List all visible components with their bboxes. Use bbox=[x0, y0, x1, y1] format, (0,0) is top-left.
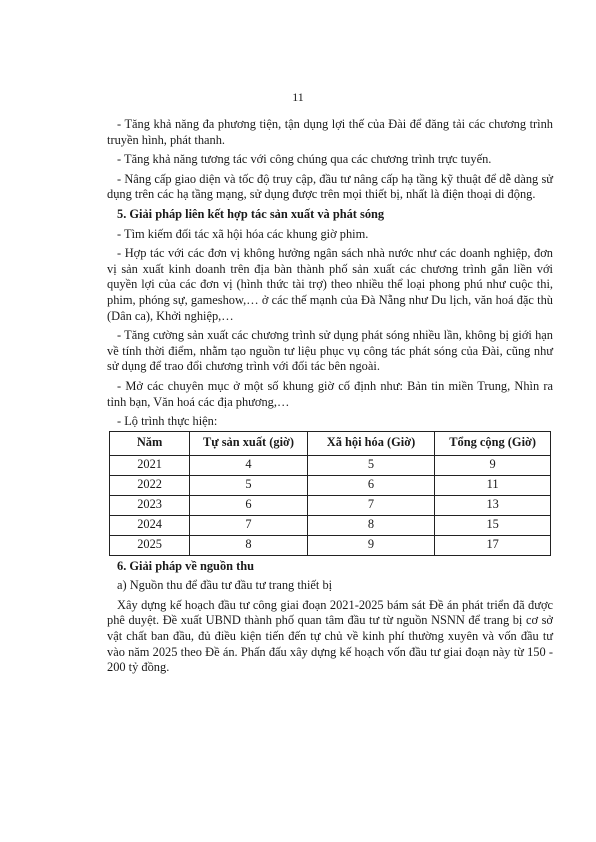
table-row bbox=[110, 455, 551, 475]
section-heading: 6. Giải pháp về nguồn thu bbox=[117, 558, 255, 573]
section-heading: 5. Giải pháp liên kết hợp tác sản xuất và phát sóng bbox=[117, 206, 385, 221]
paragraph: - Tăng khả năng tương tác với công chúng qua các chương trình trực tuyến. bbox=[117, 152, 492, 167]
table-cell: 2023 bbox=[110, 495, 190, 515]
paragraph: - Hợp tác với các đơn vị không hưởng ngân sách nhà nước như các doanh nghiệp, đơn vị sản xuất kinh doanh trên địa bàn thành phố sản xuất các chương trình gắn liền với quyền lợi của các đơn vị (hình thức tài trợ) theo nhiều thể loại phong phú như cuộc thi, phim, phóng sự, gameshow,… ở các thế mạnh của Đà Nẵng như Du lịch, văn hoá đặc thù (Dân ca), Khởi nghiệp,… bbox=[107, 246, 553, 323]
table-cell: 7 bbox=[307, 495, 435, 515]
paragraph: - Tăng khả năng đa phương tiện, tận dụng lợi thế của Đài để đăng tải các chương trình truyền hình, phát thanh. bbox=[107, 117, 553, 147]
table-header-row bbox=[110, 431, 551, 455]
table-header: Năm bbox=[110, 431, 190, 455]
paragraph: - Tìm kiếm đối tác xã hội hóa các khung giờ phim. bbox=[117, 226, 369, 241]
table-cell: 4 bbox=[190, 455, 308, 475]
table-cell: 5 bbox=[190, 475, 308, 495]
table-cell: 9 bbox=[435, 455, 551, 475]
table-header: Xã hội hóa (Giờ) bbox=[307, 431, 435, 455]
table-cell: 6 bbox=[307, 475, 435, 495]
table-cell: 11 bbox=[435, 475, 551, 495]
table-header: Tổng cộng (Giờ) bbox=[435, 431, 551, 455]
document-body bbox=[107, 117, 553, 680]
table-cell: 2022 bbox=[110, 475, 190, 495]
paragraph: - Lộ trình thực hiện: bbox=[117, 414, 218, 429]
page-number: 11 bbox=[292, 90, 304, 104]
table-cell: 8 bbox=[190, 535, 308, 555]
paragraph: - Nâng cấp giao diện và tốc độ truy cập, đầu tư nâng cấp hạ tầng kỹ thuật để dễ dàng sử dụng trên các hạ tầng mạng, sử dụng được trên mọi thiết bị, nhất là điện thoại di động. bbox=[107, 171, 553, 202]
table-cell: 13 bbox=[435, 495, 551, 515]
table-header: Tự sản xuất (giờ) bbox=[190, 431, 308, 455]
subheading: a) Nguồn thu để đầu tư đầu tư trang thiết bị bbox=[117, 578, 333, 593]
table-cell: 15 bbox=[435, 515, 551, 535]
table-row bbox=[110, 515, 551, 535]
table-cell: 2025 bbox=[110, 535, 190, 555]
table-cell: 2024 bbox=[110, 515, 190, 535]
paragraph: Xây dựng kế hoạch đầu tư công giai đoạn 2021-2025 bám sát Đề án phát triển đã được phê duyệt. Đề xuất UBND thành phố quan tâm đầu tư từ nguồn NSNN để trang bị cơ sở vật chất ban đầu, đủ điều kiện tiến đến tự chủ về kinh phí thường xuyên và vốn đầu tư vào năm 2025 theo Đề án. Phấn đấu xây dựng kế hoạch vốn đầu tư giai đoạn này từ 150 - 200 tỷ đồng. bbox=[107, 597, 553, 675]
table-cell: 8 bbox=[307, 515, 435, 535]
table-cell: 7 bbox=[190, 515, 308, 535]
paragraph: - Mở các chuyên mục ở một số khung giờ cố định như: Bản tin miền Trung, Nhìn ra tỉnh bạn, Văn hoá các địa phương,… bbox=[107, 378, 553, 409]
table-cell: 6 bbox=[190, 495, 308, 515]
roadmap-table bbox=[109, 431, 551, 556]
table-cell: 2021 bbox=[110, 455, 190, 475]
paragraph: - Tăng cường sản xuất các chương trình sử dụng phát sóng nhiều lần, không bị giới hạn về tính thời điểm, nhằm tạo nguồn tư liệu phục vụ công tác phát sóng của Đài, cũng như sử dụng để trao đổi chương trình với đối tác bên ngoài. bbox=[107, 328, 553, 374]
table-cell: 17 bbox=[435, 535, 551, 555]
table-row bbox=[110, 535, 551, 555]
table-cell: 5 bbox=[307, 455, 435, 475]
table-cell: 9 bbox=[307, 535, 435, 555]
table-row bbox=[110, 475, 551, 495]
table-row bbox=[110, 495, 551, 515]
